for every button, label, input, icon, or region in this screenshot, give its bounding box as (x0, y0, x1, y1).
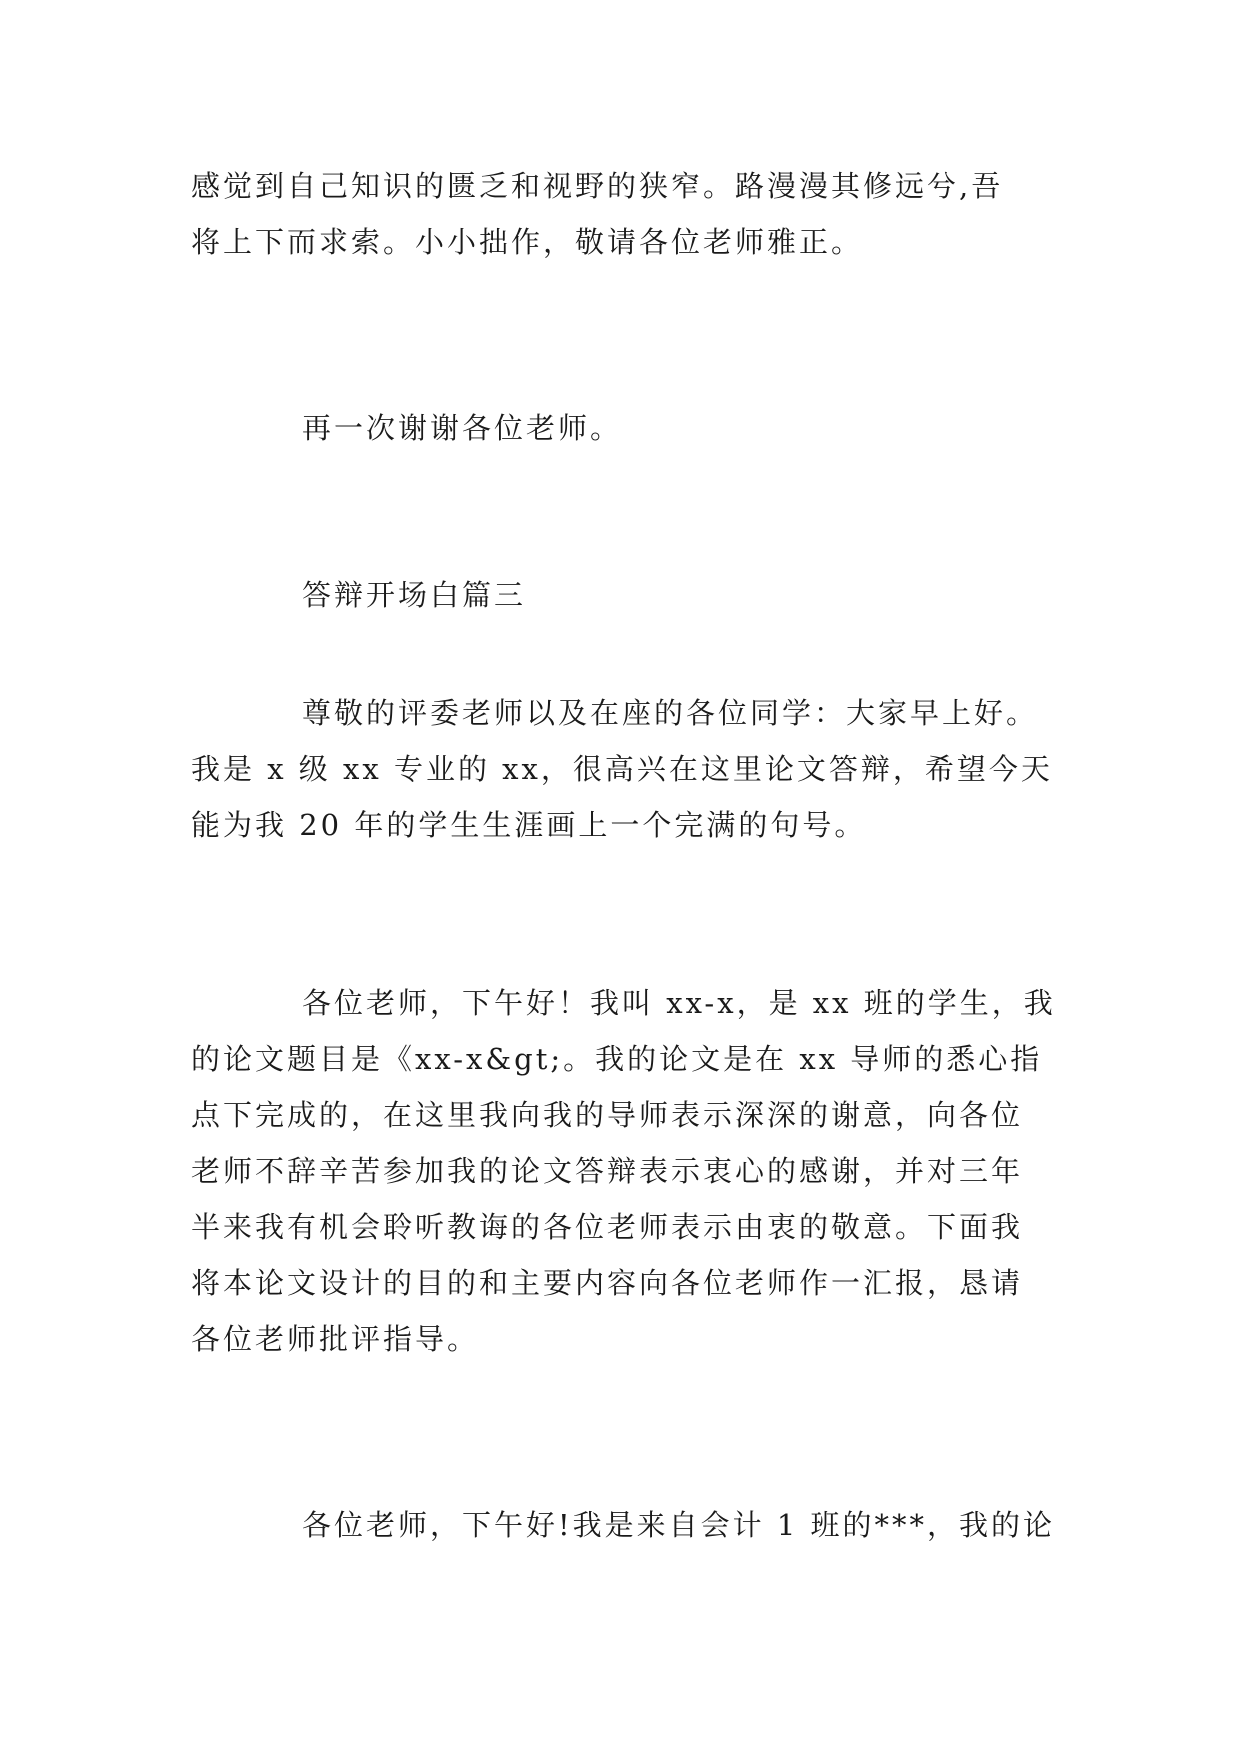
paragraph-line: 老师不辞辛苦参加我的论文答辩表示衷心的感谢，并对三年 (191, 1154, 1024, 1188)
paragraph-line: 再一次谢谢各位老师。 (302, 411, 623, 445)
paragraph-line: 各位老师批评指导。 (191, 1322, 480, 1356)
paragraph-line: 的论文题目是《xx-x&gt;。我的论文是在 xx 导师的悉心指 (191, 1042, 1043, 1076)
paragraph-line: 各位老师，下午好!我是来自会计 1 班的***，我的论 (302, 1508, 1056, 1542)
section-heading: 答辩开场白篇三 (302, 578, 527, 612)
paragraph-line: 能为我 20 年的学生生涯画上一个完满的句号。 (191, 808, 867, 842)
paragraph-line: 尊敬的评委老师以及在座的各位同学：大家早上好。 (302, 696, 1039, 730)
paragraph-line: 将上下而求索。小小拙作，敬请各位老师雅正。 (191, 225, 864, 259)
paragraph-line: 各位老师，下午好！我叫 xx-x，是 xx 班的学生，我 (302, 986, 1056, 1020)
paragraph-line: 我是 x 级 xx 专业的 xx，很高兴在这里论文答辩，希望今天 (191, 752, 1053, 786)
paragraph-line: 将本论文设计的目的和主要内容向各位老师作一汇报，恳请 (191, 1266, 1024, 1300)
paragraph-line: 半来我有机会聆听教诲的各位老师表示由衷的敬意。下面我 (191, 1210, 1024, 1244)
paragraph-line: 点下完成的，在这里我向我的导师表示深深的谢意，向各位 (191, 1098, 1024, 1132)
paragraph-line: 感觉到自己知识的匮乏和视野的狭窄。路漫漫其修远兮,吾 (191, 169, 1004, 203)
